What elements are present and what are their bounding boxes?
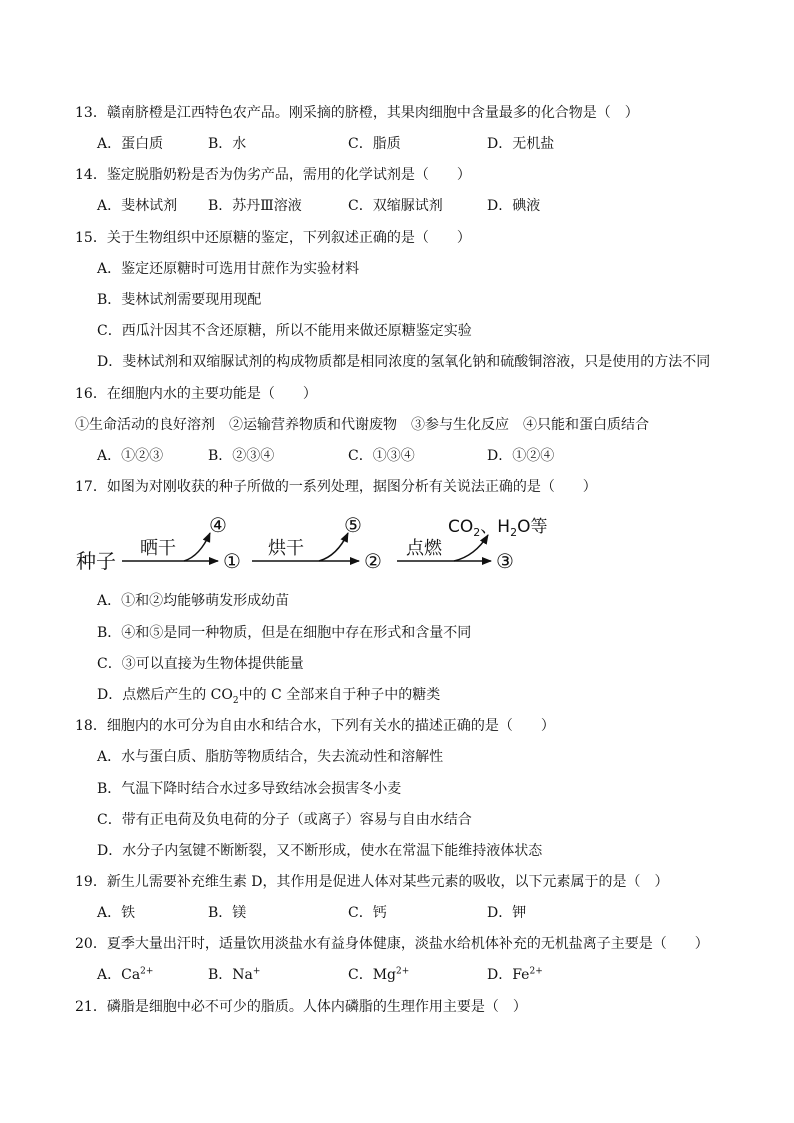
q18-option-d: D．水分子内氢键不断断裂，又不断形成，使水在常温下能维持液体状态 xyxy=(97,843,543,859)
q18-option-b: B．气温下降时结合水过多导致结冰会损害冬小麦 xyxy=(97,781,402,797)
q16-option-c: C．①③④ xyxy=(348,448,415,464)
question-14-stem: 14．鉴定脱脂奶粉是否为伪劣产品，需用的化学试剂是（ ） xyxy=(75,167,471,183)
products-separator: 、 xyxy=(480,517,498,537)
question-18-stem: 18．细胞内的水可分为自由水和结合水，下列有关水的描述正确的是（ ） xyxy=(75,718,555,734)
q13-option-c: C．脂质 xyxy=(348,136,401,152)
q13-option-b: B．水 xyxy=(208,136,247,152)
q13-option-d: D．无机盐 xyxy=(487,136,555,152)
q18-option-c: C．带有正电荷及负电荷的分子（或离子）容易与自由水结合 xyxy=(97,812,472,828)
diagram-sun-dry-label: 晒干 xyxy=(140,538,176,559)
diagram-product-1: ① xyxy=(223,549,241,573)
q14-option-c: C．双缩脲试剂 xyxy=(348,198,443,214)
q16-option-d: D．①②④ xyxy=(487,448,555,464)
q15-option-c: C．西瓜汁因其不含还原糖，所以不能用来做还原糖鉴定实验 xyxy=(97,323,472,339)
q17-option-d-after: 中的 C 全部来自于种子中的糖类 xyxy=(238,687,441,703)
q19-option-b: B．镁 xyxy=(208,905,247,921)
branch-arrow-1 xyxy=(184,533,210,561)
q19-option-c: C．钙 xyxy=(348,905,387,921)
diagram-seed-label: 种子 xyxy=(76,549,116,573)
q13-option-a: A．蛋白质 xyxy=(97,136,164,152)
diagram-product-5: ⑤ xyxy=(344,513,362,537)
diagram-product-3: ③ xyxy=(496,549,514,573)
q20-option-d-charge: 2+ xyxy=(529,966,543,977)
question-20-stem: 20．夏季大量出汗时，适量饮用淡盐水有益身体健康，淡盐水给机体补充的无机盐离子主要是（ ） xyxy=(75,936,709,952)
question-20-options xyxy=(97,966,717,984)
q20-option-c-base: C．Mg xyxy=(348,967,397,983)
q17-option-b: B．④和⑤是同一种物质，但是在细胞中存在形式和含量不同 xyxy=(97,625,472,641)
q16-option-b: B．②③④ xyxy=(208,448,275,464)
q19-option-d: D．钾 xyxy=(487,905,527,921)
q20-option-d xyxy=(487,966,543,984)
q19-option-a: A．铁 xyxy=(97,905,136,921)
branch-arrow-3 xyxy=(454,535,488,561)
seed-processing-diagram xyxy=(72,508,592,578)
question-16-options xyxy=(97,447,717,465)
co2-subscript: 2 xyxy=(473,526,481,539)
q15-option-b: B．斐林试剂需要现用现配 xyxy=(97,292,262,308)
q14-option-a: A．斐林试剂 xyxy=(97,198,178,214)
q14-option-b: B．苏丹Ⅲ溶液 xyxy=(208,198,302,214)
diagram-product-2: ② xyxy=(364,549,382,573)
co2-subscript-d: 2 xyxy=(232,695,239,706)
h2o-h: H xyxy=(497,517,511,537)
diagram-ignite-label: 点燃 xyxy=(406,538,442,559)
question-15-stem: 15．关于生物组织中还原糖的鉴定，下列叙述正确的是（ ） xyxy=(75,230,471,246)
q17-option-d-before: D．点燃后产生的 CO xyxy=(97,687,233,703)
co2-co: CO xyxy=(448,517,474,537)
q14-option-d: D．碘液 xyxy=(487,198,541,214)
question-19-stem: 19．新生儿需要补充维生素 D，其作用是促进人体对某些元素的吸收，以下元素属于的是（ ） xyxy=(75,874,669,890)
q20-option-c xyxy=(348,966,409,984)
question-13-stem: 13．赣南脐橙是江西特色农产品。刚采摘的脐橙，其果肉细胞中含量最多的化合物是（ ） xyxy=(75,105,639,121)
question-17-stem: 17．如图为对刚收获的种子所做的一系列处理，据图分析有关说法正确的是（ ） xyxy=(75,479,597,495)
question-14-options xyxy=(97,197,717,215)
q20-option-b-base: B．Na xyxy=(208,967,253,983)
q17-option-a: A．①和②均能够萌发形成幼苗 xyxy=(97,593,290,609)
q16-option-a: A．①②③ xyxy=(97,448,164,464)
q18-option-a: A．水与蛋白质、脂肪等物质结合，失去流动性和溶解性 xyxy=(97,749,444,765)
h2o-tail: O等 xyxy=(517,517,548,537)
q20-option-c-charge: 2+ xyxy=(396,966,410,977)
diagram-combustion-products xyxy=(448,517,547,539)
q20-option-b-charge: + xyxy=(252,966,261,977)
q15-option-d: D．斐林试剂和双缩脲试剂的构成物质都是相同浓度的氢氧化钠和硫酸铜溶液，只是使用的方法不同 xyxy=(97,354,711,370)
diagram-oven-dry-label: 烘干 xyxy=(268,538,304,559)
q17-option-c: C．③可以直接为生物体提供能量 xyxy=(97,656,304,672)
q16-statements: ①生命活动的良好溶剂 ②运输营养物质和代谢废物 ③参与生化反应 ④只能和蛋白质结合 xyxy=(75,417,649,433)
diagram-product-4: ④ xyxy=(209,513,227,537)
q20-option-b xyxy=(208,966,260,984)
h2o-subscript: 2 xyxy=(510,526,518,539)
question-19-options xyxy=(97,904,717,922)
q20-option-d-base: D．Fe xyxy=(487,967,530,983)
q15-option-a: A．鉴定还原糖时可选用甘蔗作为实验材料 xyxy=(97,261,360,277)
q20-option-a-charge: 2+ xyxy=(140,966,154,977)
branch-arrow-2 xyxy=(319,533,348,561)
q20-option-a-base: A．Ca xyxy=(97,967,141,983)
question-21-stem: 21．磷脂是细胞中必不可少的脂质。人体内磷脂的生理作用主要是（ ） xyxy=(75,999,527,1015)
question-16-stem: 16．在细胞内水的主要功能是（ ） xyxy=(75,386,317,402)
q20-option-a xyxy=(97,966,153,984)
question-13-options xyxy=(97,135,717,153)
q17-option-d xyxy=(97,686,440,704)
